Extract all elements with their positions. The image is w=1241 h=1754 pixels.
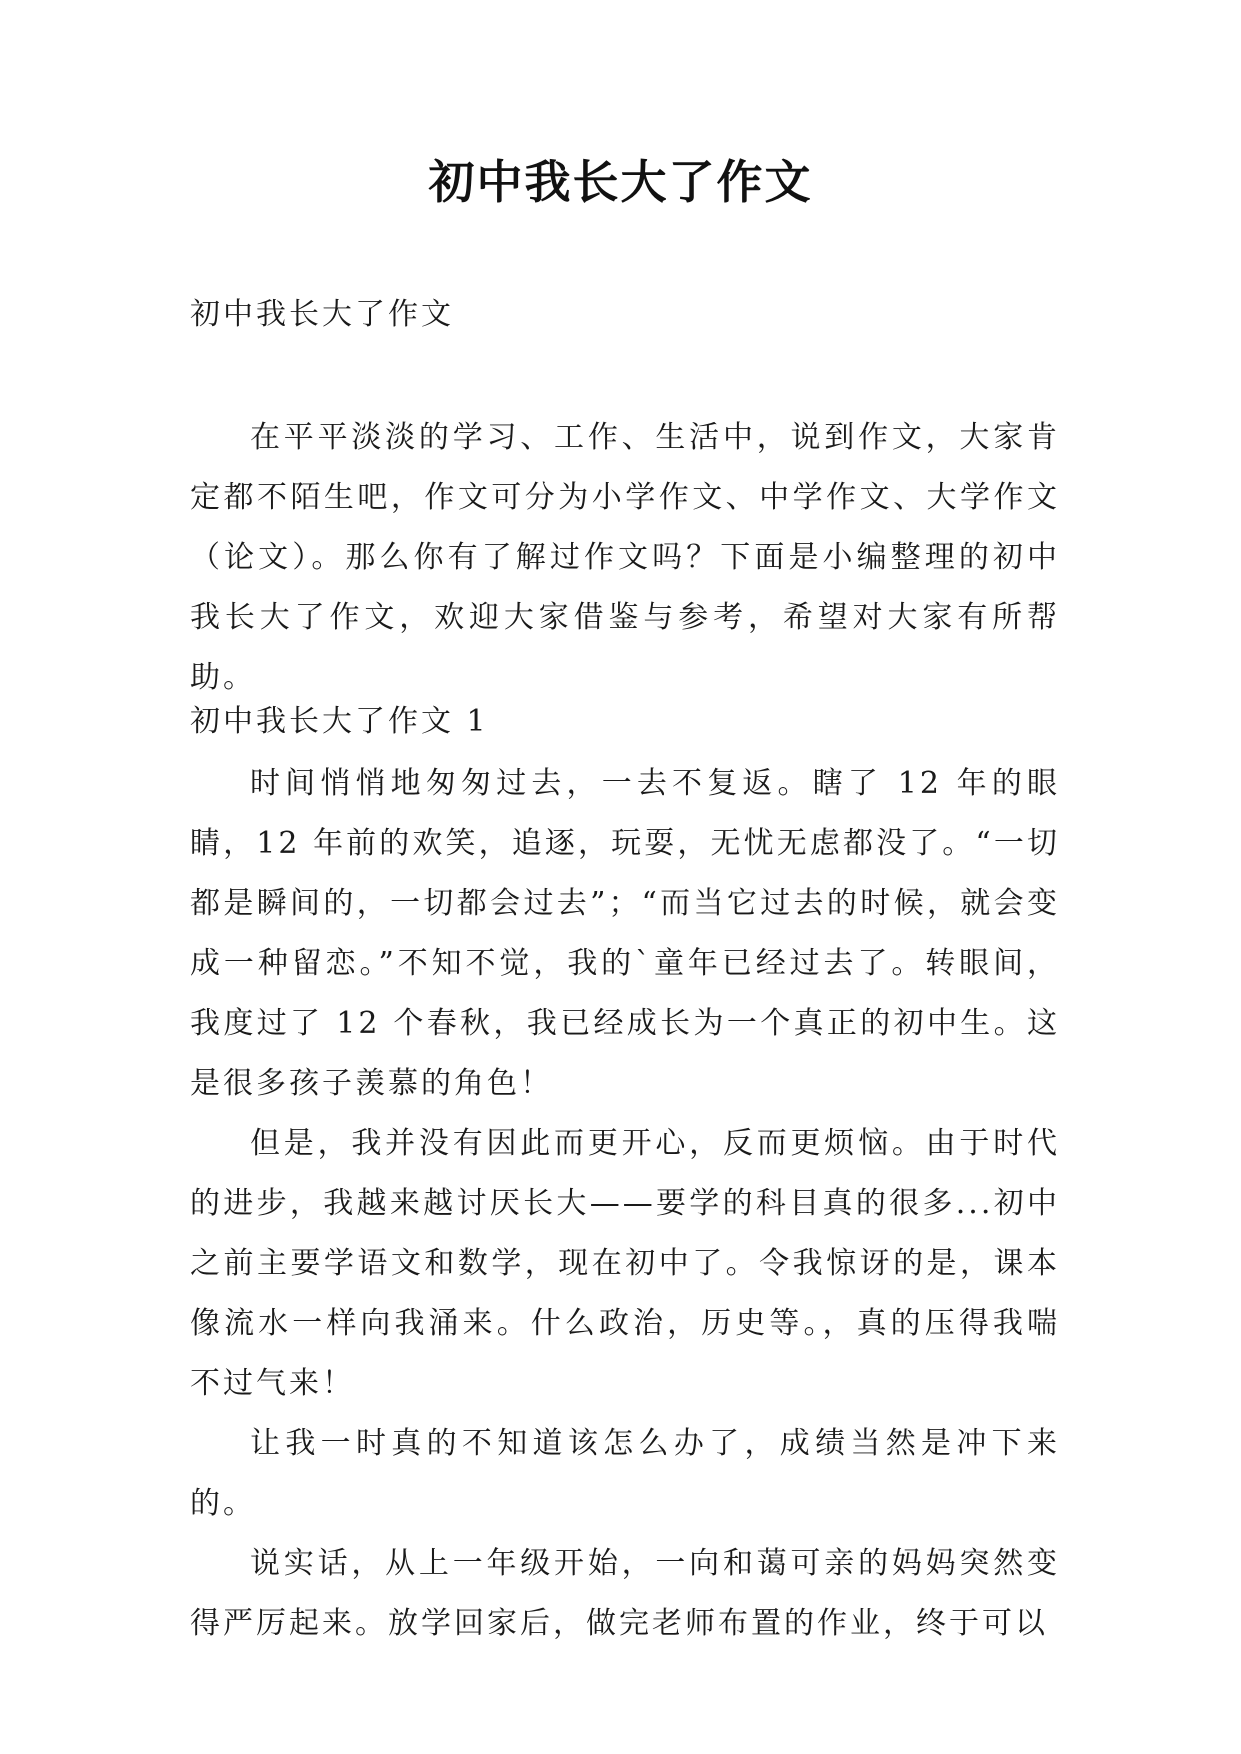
essay-paragraph: 说实话，从上一年级开始，一向和蔼可亲的妈妈突然变得严厉起来。放学回家后，做完老师布置的作业，终于可以 (190, 1546, 1060, 1641)
essay-heading: 初中我长大了作文 1 (190, 704, 489, 739)
page-title: 初中我长大了作文 (428, 155, 813, 209)
essay-paragraph: 但是，我并没有因此而更开心，反而更烦恼。由于时代的进步，我越来越讨厌长大——要学的科目真的很多...初中之前主要学语文和数学，现在初中了。令我惊讶的是，课本像流水一样向我涌来。什么政治，历史等。，真的压得我喘不过气来！ (190, 1126, 1060, 1401)
intro-paragraph: 在平平淡淡的学习、工作、生活中，说到作文，大家肯定都不陌生吧，作文可分为小学作文、中学作文、大学作文（论文）。那么你有了解过作文吗？下面是小编整理的初中我长大了作文，欢迎大家借鉴与参考，希望对大家有所帮助。 (190, 420, 1060, 695)
essay-body (190, 754, 1060, 1654)
document-subtitle: 初中我长大了作文 (190, 297, 454, 332)
essay-paragraph: 让我一时真的不知道该怎么办了，成绩当然是冲下来的。 (190, 1426, 1060, 1521)
essay-paragraph: 时间悄悄地匆匆过去，一去不复返。瞎了 12 年的眼睛，12 年前的欢笑，追逐，玩耍，无忧无虑都没了。“一切都是瞬间的，一切都会过去”；“而当它过去的时候，就会变成一种留恋。”不知不觉，我的`童年已经过去了。转眼间，我度过了 12 个春秋，我已经成长为一个真正的初中生。这是很多孩子羡慕的角色！ (190, 766, 1060, 1101)
intro-section (190, 408, 1060, 708)
